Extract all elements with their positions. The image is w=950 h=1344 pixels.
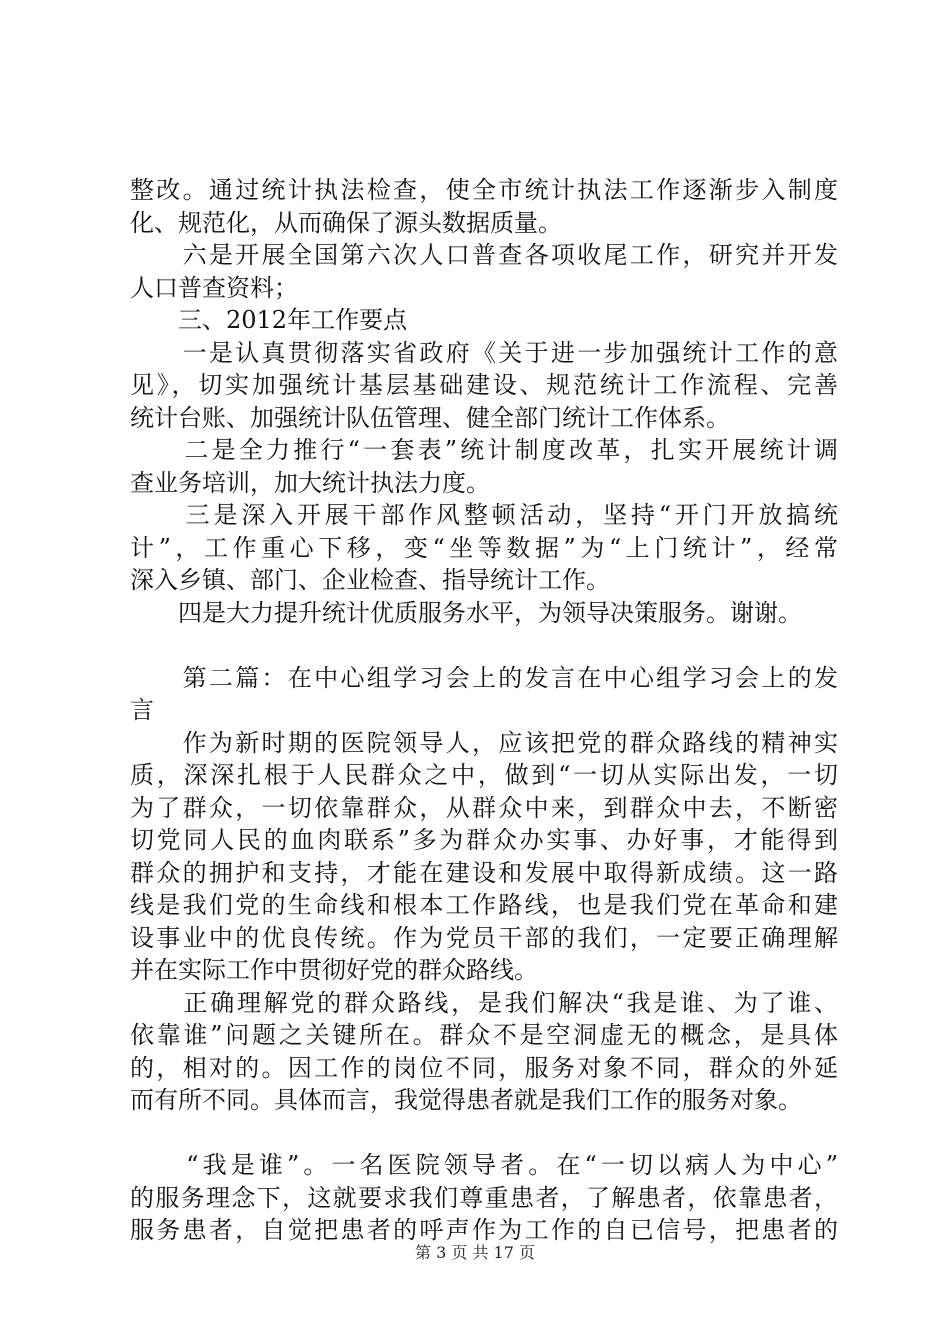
text-line: 服务患者，自觉把患者的呼声作为工作的自已信号，把患者的 [130,1216,838,1244]
text-line: 六是开展全国第六次人口普查各项收尾工作，研究并开发 [130,241,838,269]
text-line: 查业务培训，加大统计执法力度。 [130,468,490,497]
text-line: 化、规范化，从而确保了源头数据质量。 [130,208,562,237]
text-line: 见》，切实加强统计基层基础建设、规范统计工作流程、完善 [130,371,838,399]
text-line: 四是大力提升统计优质服务水平，为领导决策服务。谢谢。 [130,598,802,627]
text-line: 为了群众，一切依靠群众，从群众中来，到群众中去，不断密 [130,793,838,822]
text-line: 的，相对的。因工作的岗位不同，服务对象不同，群众的外延 [130,1053,838,1082]
text-line: 的服务理念下，这就要求我们尊重患者，了解患者，依靠患者， [130,1183,838,1212]
text-line: 质，深深扎根于人民群众之中，做到“一切从实际出发，一切 [130,761,838,789]
text-line: 依靠谁”问题之关键所在。群众不是空洞虚无的概念，是具体 [130,1021,838,1049]
text-line: 并在实际工作中贯彻好党的群众路线。 [130,956,538,984]
text-line: 作为新时期的医院领导人，应该把党的群众路线的精神实 [130,728,838,757]
page-footer: 第 3 页 共 17 页 [415,1243,535,1262]
paragraph-gap [130,629,838,662]
text-line: 切党同人民的血肉联系”多为群众办实事、办好事，才能得到 [130,826,838,854]
text-line: 三、2012年工作要点 [130,306,408,334]
paragraph-gap [130,1117,838,1150]
text-line: 一是认真贯彻落实省政府《关于进一步加强统计工作的意 [130,338,838,367]
text-line: 群众的拥护和支持，才能在建设和发展中取得新成绩。这一路 [130,858,838,887]
text-line: 人口普查资料； [130,273,298,302]
text-line: 线是我们党的生命线和根本工作路线，也是我们党在革命和建 [130,891,838,919]
text-line: 第二篇：在中心组学习会上的发言在中心组学习会上的发 [130,663,838,692]
text-line: 设事业中的优良传统。作为党员干部的我们，一定要正确理解 [130,923,838,952]
text-line: 言 [130,696,154,724]
document-body [130,174,838,1247]
text-line: 二是全力推行“一套表”统计制度改革，扎实开展统计调 [130,436,838,464]
text-line: 正确理解党的群众路线，是我们解决“我是谁、为了谁、 [130,988,838,1017]
text-line: 深入乡镇、部门、企业检查、指导统计工作。 [130,566,610,594]
text-line: “我是谁”。一名医院领导者。在“一切以病人为中心” [130,1151,838,1179]
text-line: 而有所不同。具体而言，我觉得患者就是我们工作的服务对象。 [130,1086,802,1114]
text-line: 计”，工作重心下移，变“坐等数据”为“上门统计”，经常 [130,533,838,562]
text-line: 整改。通过统计执法检查，使全市统计执法工作逐渐步入制度 [130,176,838,204]
text-line: 三是深入开展干部作风整顿活动，坚持“开门开放搞统 [130,501,838,529]
text-line: 统计台账、加强统计队伍管理、健全部门统计工作体系。 [130,403,730,432]
